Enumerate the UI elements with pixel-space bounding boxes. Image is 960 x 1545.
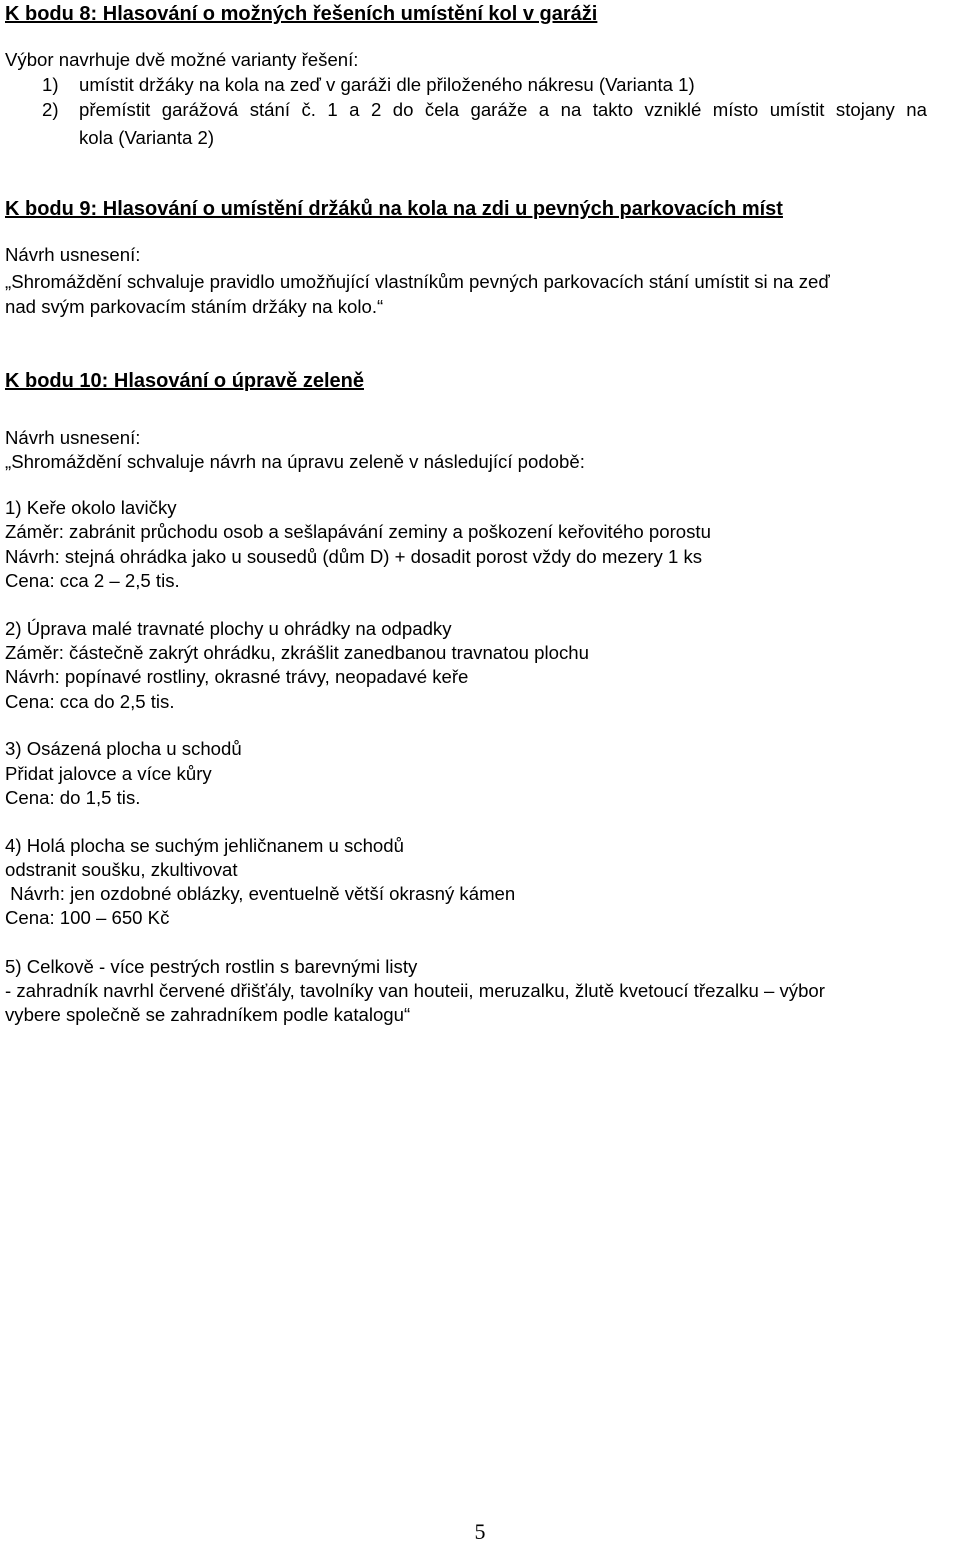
section-8-intro: Výbor navrhuje dvě možné varianty řešení: — [5, 49, 359, 70]
option-1-number: 1) — [42, 74, 59, 95]
option-2-text-line1: přemístit garážová stání č. 1 a 2 do čela garáže a na takto vzniklé místo umístit stojany na — [79, 99, 927, 120]
item-4-price: Cena: 100 – 650 Kč — [5, 907, 170, 928]
item-2-price: Cena: cca do 2,5 tis. — [5, 691, 175, 712]
item-5-detail-line1: - zahradník navrhl červené dřišťály, tavolníky van houteii, meruzalku, žlutě kvetoucí třezalku – výbor — [5, 980, 825, 1001]
page-number: 5 — [474, 1519, 486, 1544]
item-5-title: 5) Celkově - více pestrých rostlin s barevnými listy — [5, 956, 418, 977]
option-1 — [0, 73, 960, 97]
item-3-title: 3) Osázená plocha u schodů — [5, 738, 242, 759]
section-9-resolution-line1: „Shromáždění schvaluje pravidlo umožňující vlastníkům pevných parkovacích stání umístit si na zeď — [5, 271, 830, 292]
item-1-goal: Záměr: zabránit průchodu osob a sešlapávání zeminy a poškození keřovitého porostu — [5, 521, 711, 542]
item-5-detail-line2: vybere společně se zahradníkem podle katalogu“ — [5, 1004, 411, 1025]
item-2-goal: Záměr: částečně zakrýt ohrádku, zkrášlit zanedbanou travnatou plochu — [5, 642, 589, 663]
option-2 — [0, 98, 960, 122]
item-3-price: Cena: do 1,5 tis. — [5, 787, 141, 808]
item-1-price: Cena: cca 2 – 2,5 tis. — [5, 570, 180, 591]
section-10-heading: K bodu 10: Hlasování o úpravě zeleně — [5, 370, 364, 392]
option-1-text: umístit držáky na kola na zeď v garáži dle přiloženého nákresu (Varianta 1) — [79, 74, 695, 95]
item-3-detail: Přidat jalovce a více kůry — [5, 763, 212, 784]
item-2-proposal: Návrh: popínavé rostliny, okrasné trávy, neopadavé keře — [5, 666, 469, 687]
section-10-resolution-line1: „Shromáždění schvaluje návrh na úpravu zeleně v následující podobě: — [5, 451, 585, 472]
section-9-heading: K bodu 9: Hlasování o umístění držáků na kola na zdi u pevných parkovacích míst — [5, 198, 783, 220]
item-4-title: 4) Holá plocha se suchým jehličnanem u schodů — [5, 835, 404, 856]
item-1-proposal: Návrh: stejná ohrádka jako u sousedů (dům D) + dosadit porost vždy do mezery 1 ks — [5, 546, 703, 567]
item-4-detail: odstranit soušku, zkultivovat — [5, 859, 238, 880]
item-2-title: 2) Úprava malé travnaté plochy u ohrádky na odpadky — [5, 618, 452, 639]
item-4-proposal: Návrh: jen ozdobné oblázky, eventuelně větší okrasný kámen — [5, 883, 516, 904]
section-8-heading: K bodu 8: Hlasování o možných řešeních umístění kol v garáži — [5, 3, 598, 25]
item-1-title: 1) Keře okolo lavičky — [5, 497, 177, 518]
option-2-text-line2: kola (Varianta 2) — [79, 127, 215, 148]
option-2-number: 2) — [42, 99, 59, 120]
section-9-resolution-line2: nad svým parkovacím stáním držáky na kolo.“ — [5, 296, 384, 317]
section-9-label: Návrh usnesení: — [5, 244, 141, 265]
section-10-label: Návrh usnesení: — [5, 427, 141, 448]
